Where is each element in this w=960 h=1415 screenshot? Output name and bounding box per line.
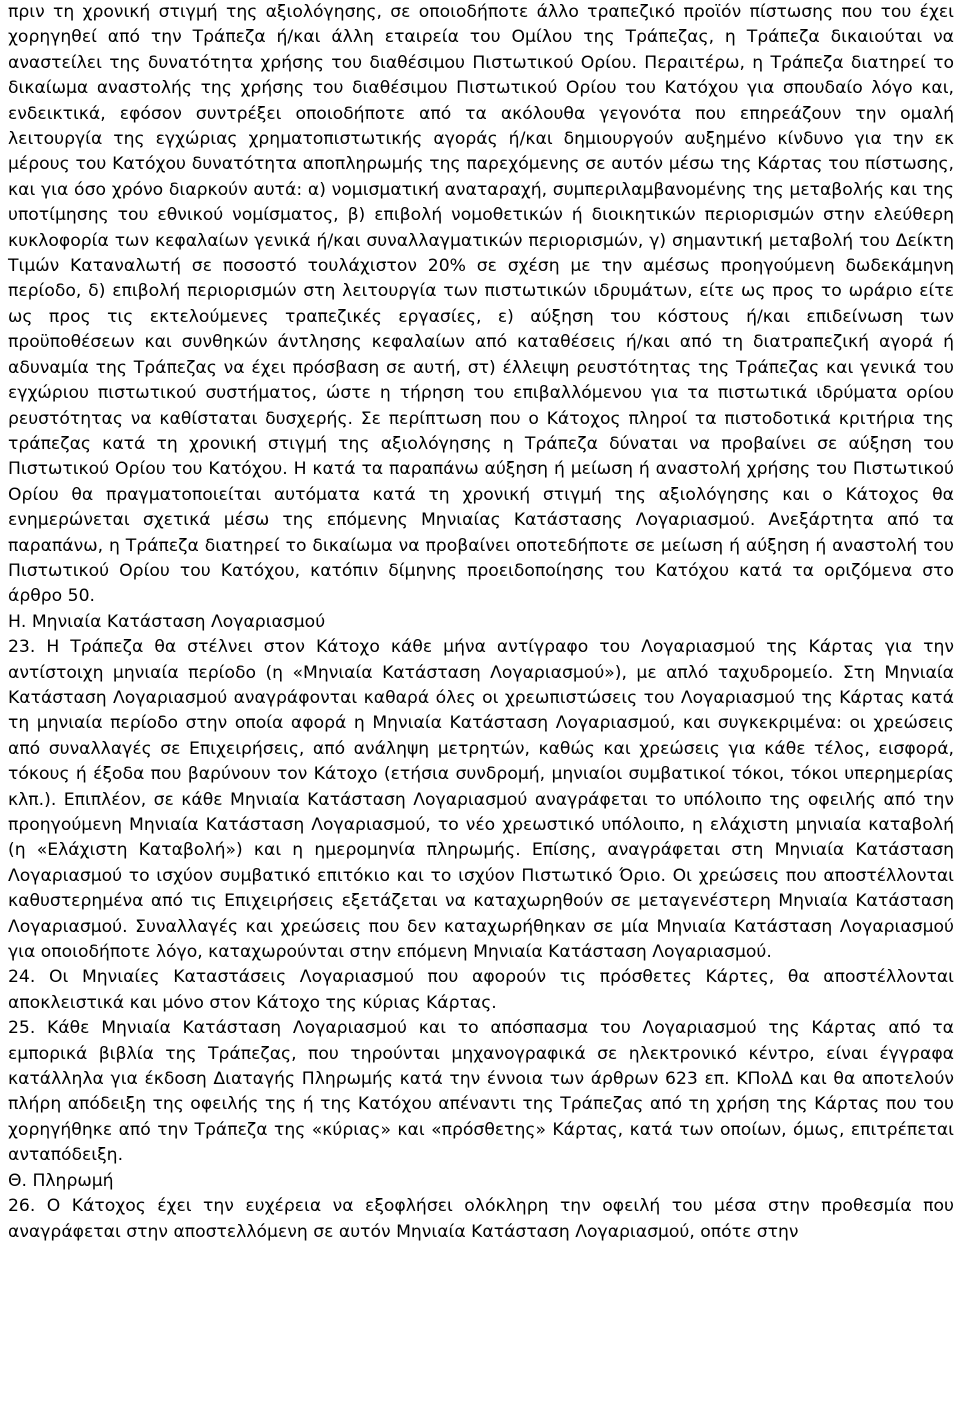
paragraph-article-26: 26. Ο Κάτοχος έχει την ευχέρεια να εξοφλήσει ολόκληρη την οφειλή του μέσα στην προθεσμία που αναγράφεται στην αποστελλόμενη σε αυτόν Μηνιαία Κατάσταση Λογαριασμού, οπότε στην (8, 1196, 954, 1242)
paragraph-article-23: 23. Η Τράπεζα θα στέλνει στον Κάτοχο κάθε μήνα αντίγραφο του Λογαριασμού της Κάρτας για την αντίστοιχη μηνιαία περίοδο (η «Μηνιαία Κατάσταση Λογαριασμού»), με απλό ταχυδρομείο. Στη Μηνιαία Κατάσταση Λογαριασμού αναγράφονται καθαρά όλες οι χρεωπιστώσεις του Λογαριασμού της Κάρτας κατά τη μηνιαία περίοδο στην οποία αφορά η Μηνιαία Κατάσταση Λογαριασμού, και συγκεκριμένα: οι χρεώσεις από συναλλαγές σε Επιχειρήσεις, από ανάληψη μετρητών, καθώς και χρεώσεις για κάθε τέλος, εισφορά, τόκους ή έξοδα που βαρύνουν τον Κάτοχο (ετήσια συνδρομή, μηνιαίοι συμβατικοί τόκοι, τόκοι υπερημερίας κλπ.). Επιπλέον, σε κάθε Μηνιαία Κατάσταση Λογαριασμού αναγράφεται το υπόλοιπο της οφειλής από την προηγούμενη Μηνιαία Κατάσταση Λογαριασμού, το νέο χρεωστικό υπόλοιπο, η ελάχιστη μηνιαία καταβολή (η «Ελάχιστη Καταβολή») και η ημερομηνία πληρωμής. Επίσης, αναγράφεται στη Μηνιαία Κατάσταση Λογαριασμού το ισχύον συμβατικό επιτόκιο και το ισχύον Πιστωτικό Όριο. Οι χρεώσεις που αποστέλλονται καθυστερημένα από τις Επιχειρήσεις εξετάζεται να καταχωρηθούν σε μεταγενέστερη Μηνιαία Κατάσταση Λογαριασμού. Συναλλαγές και χρεώσεις που δεν καταχωρήθηκαν σε μία Μηνιαία Κατάσταση Λογαριασμού για οποιοδήποτε λόγο, καταχωρούνται στην επόμενη Μηνιαία Κατάσταση Λογαριασμού. (8, 637, 954, 963)
paragraph-article-24: 24. Οι Μηνιαίες Καταστάσεις Λογαριασμού που αφορούν τις πρόσθετες Κάρτες, θα αποστέλλονται αποκλειστικά και μόνο στον Κάτοχο της κύριας Κάρτας. (8, 967, 954, 1013)
paragraph-credit-limit-suspension: πριν τη χρονική στιγμή της αξιολόγησης, σε οποιοδήποτε άλλο τραπεζικό προϊόν πίστωσης που του έχει χορηγηθεί από την Τράπεζα ή/και άλλη εταιρεία του Ομίλου της Τράπεζας, η Τράπεζα δικαιούται να αναστείλει της δυνατότητα χρήσης του διαθέσιμου Πιστωτικού Ορίου. Περαιτέρω, η Τράπεζα διατηρεί το δικαίωμα αναστολής της χρήσης του διαθέσιμου Πιστωτικού Ορίου του Κατόχου για σπουδαίο λόγο και, ενδεικτικά, εφόσον συντρέξει οποιοδήποτε από τα ακόλουθα γεγονότα που επηρεάζουν την ομαλή λειτουργία της εγχώριας χρηματοπιστωτικής αγοράς ή/και δημιουργούν αυξημένο κίνδυνο για την εκ μέρους του Κατόχου δυνατότητα αποπληρωμής της παρεχόμενης σε αυτόν μέσω της Κάρτας του πίστωσης, και για όσο χρόνο διαρκούν αυτά: α) νομισματική αναταραχή, συμπεριλαμβανομένης της μεταβολής και της υποτίμησης του εθνικού νομίσματος, β) επιβολή νομοθετικών ή διοικητικών περιορισμών στην ελεύθερη κυκλοφορία των κεφαλαίων γενικά ή/και συναλλαγματικών περιορισμών, γ) σημαντική μεταβολή του Δείκτη Τιμών Καταναλωτή σε ποσοστό τουλάχιστον 20% σε σχέση με την αμέσως προηγούμενη δωδεκάμηνη περίοδο, δ) επιβολή περιορισμών στη λειτουργία των πιστωτικών ιδρυμάτων, είτε ως προς το ωράριο είτε ως προς τις εκτελούμενες τραπεζικές εργασίες, ε) αύξηση του κόστους ή/και επιδείνωση των προϋποθέσεων και συνθηκών άντλησης κεφαλαίων από καταθέσεις ή/και από τη διατραπεζική αγορά ή αδυναμία της Τράπεζας να έχει πρόσβαση σε αυτή, στ) έλλειψη ρευστότητας της Τράπεζας και γενικά του εγχώριου πιστωτικού συστήματος, ώστε η τήρηση του επιβαλλόμενου για τα πιστωτικά ιδρύματα ορίου ρευστότητας να καθίσταται δυσχερής. Σε περίπτωση που ο Κάτοχος πληροί τα πιστοδοτικά κριτήρια της τράπεζας κατά τη χρονική στιγμή της αξιολόγησης η Τράπεζα δύναται να προβαίνει σε αύξηση του Πιστωτικού Ορίου του Κατόχου. Η κατά τα παραπάνω αύξηση ή μείωση ή αναστολή χρήσης του Πιστωτικού Ορίου θα πραγματοποιείται αυτόματα κατά τη χρονική στιγμή της αξιολόγησης και ο Κάτοχος θα ενημερώνεται σχετικά μέσω της επόμενης Μηνιαίας Κατάστασης Λογαριασμού. Ανεξάρτητα από τα παραπάνω, η Τράπεζα διατηρεί το δικαίωμα να προβαίνει οποτεδήποτε σε μείωση ή αύξηση ή αναστολή του Πιστωτικού Ορίου του Κατόχου, κατόπιν δίμηνης προειδοποίησης του Κατόχου κατά τα οριζόμενα στο άρθρο 50. (8, 2, 954, 607)
section-heading-payment: Θ. Πληρωμή (8, 1170, 114, 1191)
section-heading-monthly-statement: Η. Μηνιαία Κατάσταση Λογαριασμού (8, 611, 326, 632)
paragraph-article-25: 25. Κάθε Μηνιαία Κατάσταση Λογαριασμού και το απόσπασμα του Λογαριασμού της Κάρτας από τα εμπορικά βιβλία της Τράπεζας, που τηρούνται μηχανογραφικά σε ηλεκτρονικό κέντρο, είναι έγγραφα κατάλληλα για έκδοση Διαταγής Πληρωμής κατά την έννοια των άρθρων 623 επ. ΚΠολΔ και θα αποτελούν πλήρη απόδειξη της οφειλής της ή της Κατόχου απέναντι της Τράπεζας από τη χρήση της Κάρτας που του χορηγήθηκε από την Τράπεζα της «κύριας» και «πρόσθετης» Κάρτας, κατά των οποίων, όμως, επιτρέπεται ανταπόδειξη. (8, 1018, 954, 1166)
